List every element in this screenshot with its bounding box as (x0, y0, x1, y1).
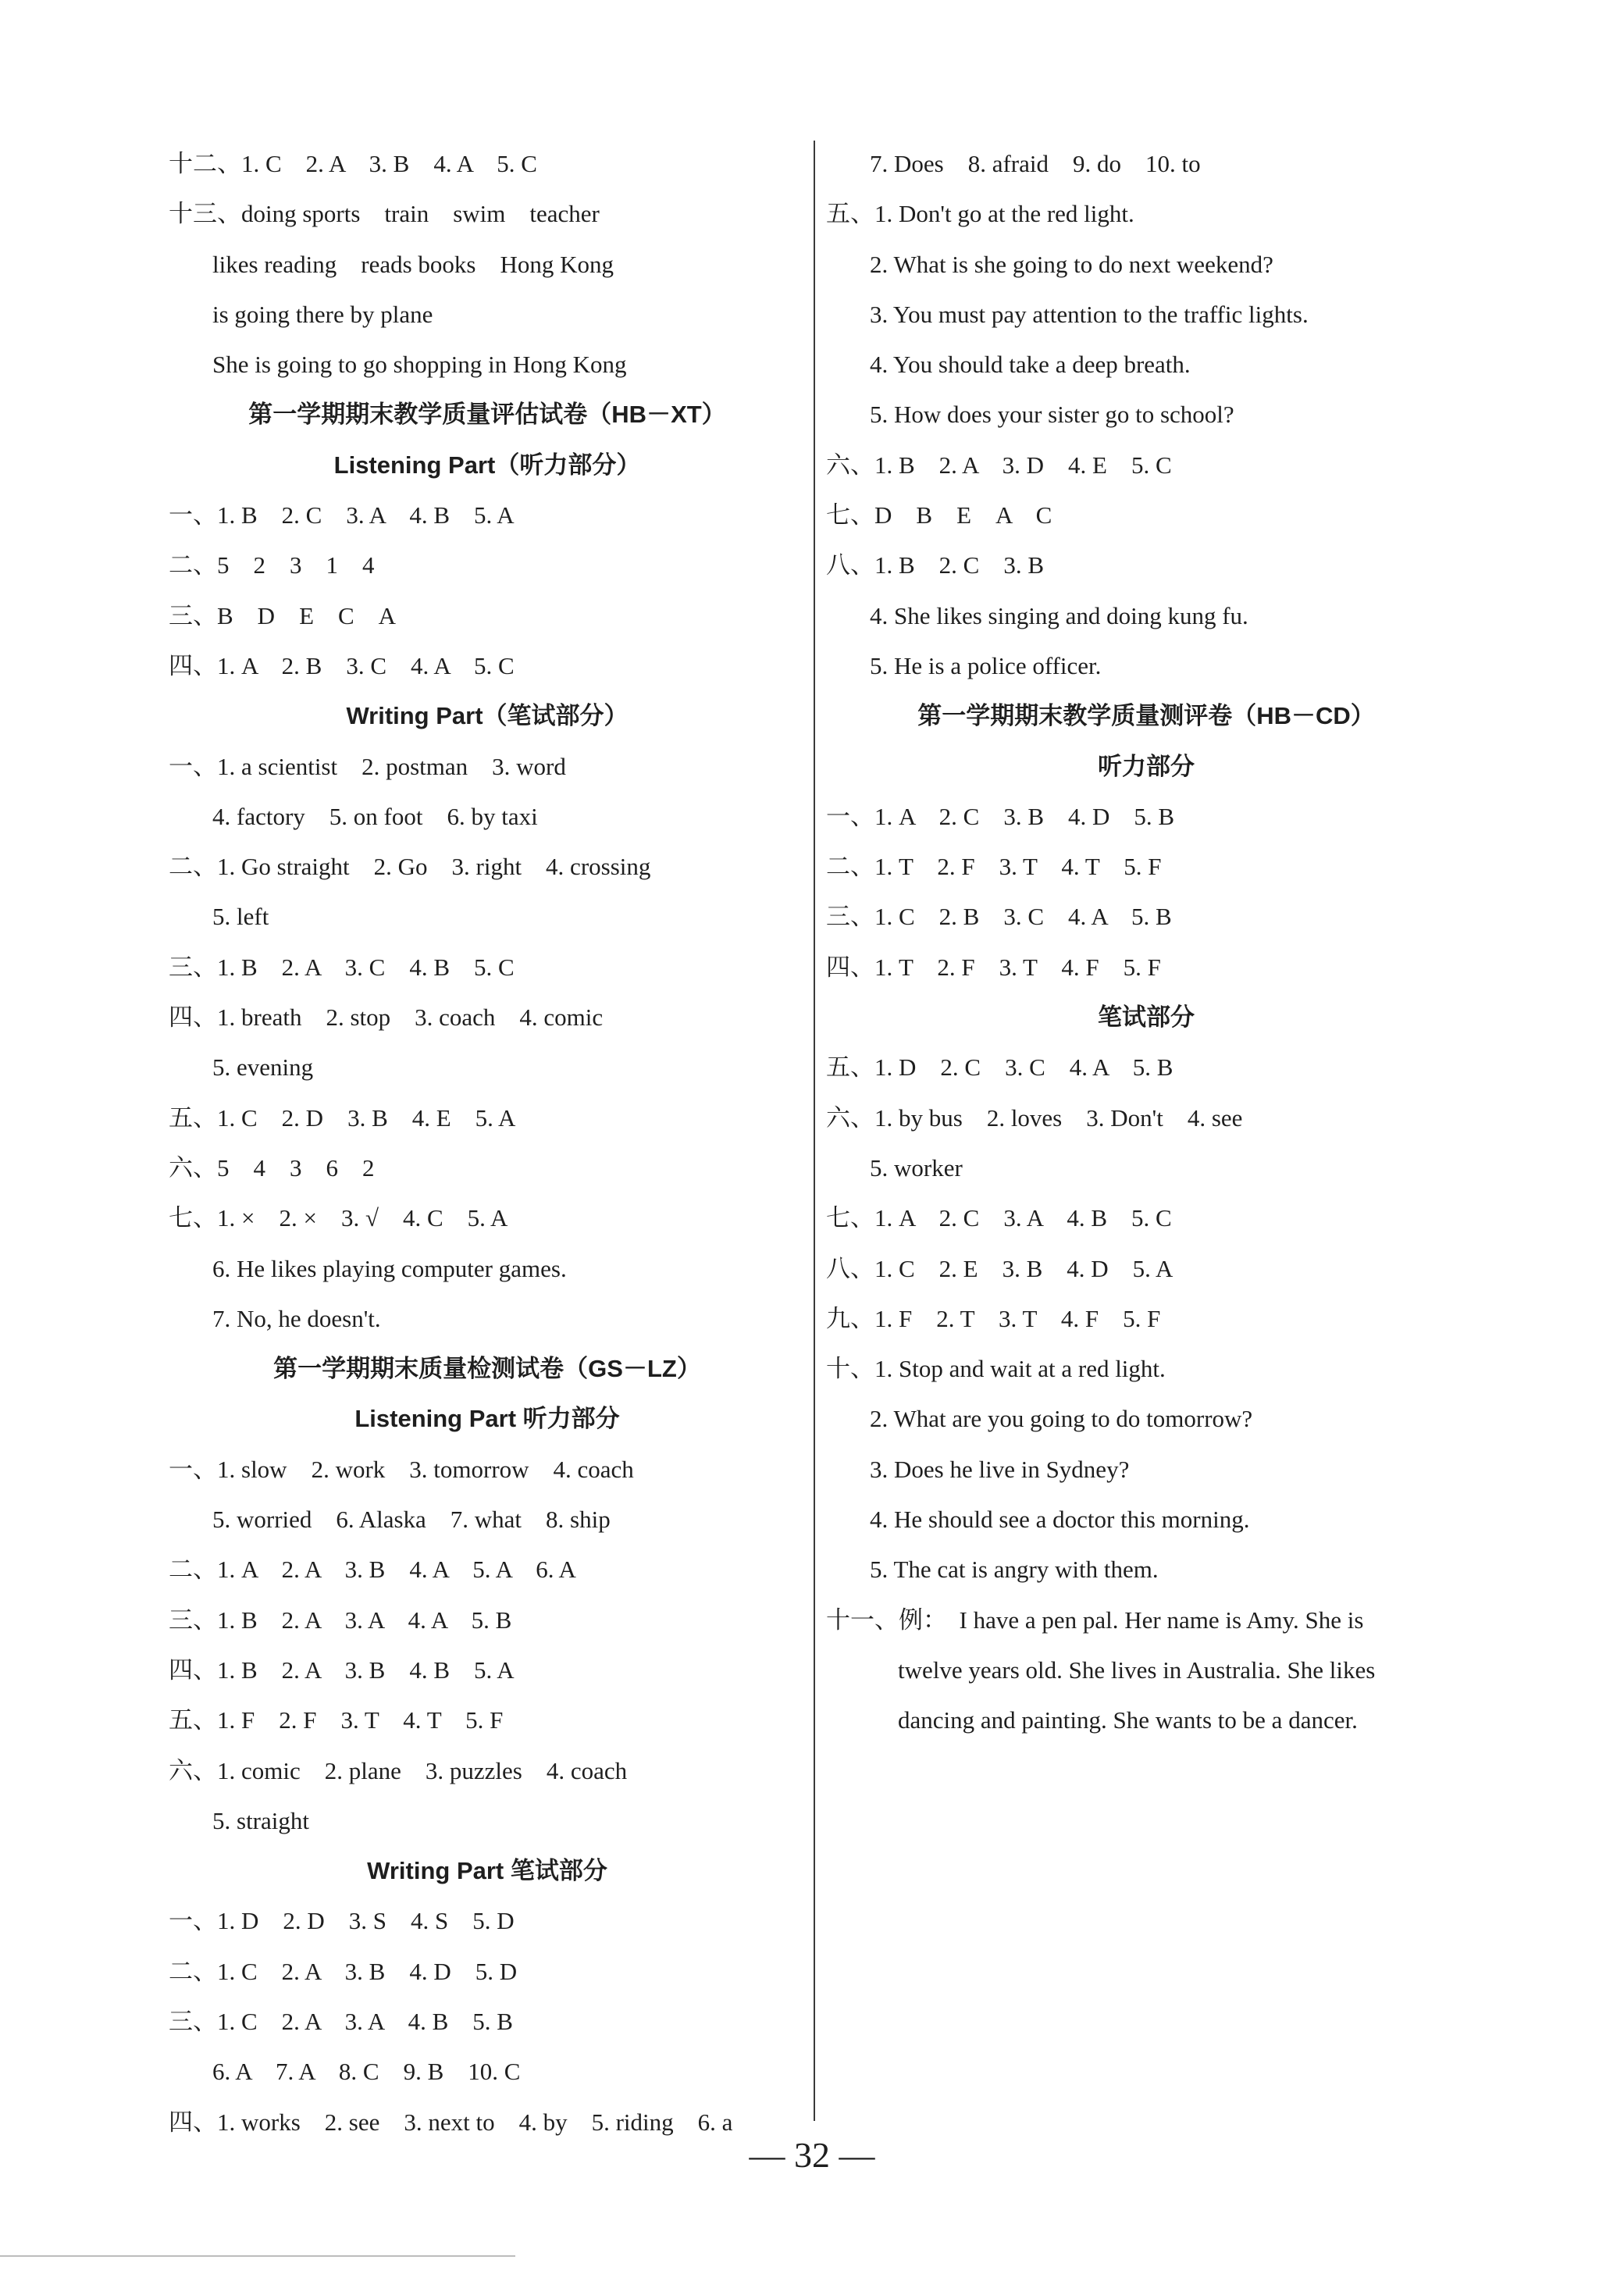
section-heading: 笔试部分 (1098, 1003, 1195, 1032)
answer-line: 四、1. A 2. B 3. C 4. A 5. C (169, 651, 515, 679)
answer-line: 三、1. C 2. B 3. C 4. A 5. B (826, 903, 1172, 931)
answer-line: 二、5 2 3 1 4 (169, 551, 375, 579)
answer-line: 七、D B E A C (826, 501, 1052, 529)
answer-line: 五、1. C 2. D 3. B 4. E 5. A (169, 1103, 516, 1132)
section-heading: Writing Part（笔试部分） (346, 702, 629, 730)
answer-line-continued: 6. A 7. A 8. C 9. B 10. C (212, 2058, 521, 2086)
answer-line: 七、1. × 2. × 3. √ 4. C 5. A (169, 1204, 508, 1232)
answer-line-continued: 4. He should see a doctor this morning. (870, 1506, 1250, 1534)
answer-line-continued: 3. You must pay attention to the traffic lights. (870, 300, 1309, 328)
answer-line: 六、1. comic 2. plane 3. puzzles 4. coach (169, 1756, 628, 1784)
answer-line: 四、1. T 2. F 3. T 4. F 5. F (826, 953, 1161, 981)
answer-line: 三、1. C 2. A 3. A 4. B 5. B (169, 2007, 513, 2035)
answer-line-continued: 5. left (212, 903, 269, 931)
answer-line: 五、1. D 2. C 3. C 4. A 5. B (826, 1053, 1173, 1082)
answer-line-continued: 4. You should take a deep breath. (870, 351, 1191, 379)
answer-line: 三、B D E C A (169, 601, 397, 629)
left-column (169, 139, 806, 2147)
section-heading: Listening Part 听力部分 (354, 1405, 620, 1433)
answer-line: 十一、例： I have a pen pal. Her name is Amy. She is (826, 1606, 1364, 1634)
answer-line: 二、1. A 2. A 3. B 4. A 5. A 6. A (169, 1556, 576, 1584)
answer-line: 二、1. T 2. F 3. T 4. T 5. F (826, 853, 1162, 881)
answer-line-continued: 3. Does he live in Sydney? (870, 1455, 1130, 1483)
answer-line: 五、1. Don't go at the red light. (826, 200, 1134, 228)
answer-line-continued: 7. Does 8. afraid 9. do 10. to (870, 150, 1201, 177)
section-heading: 第一学期期末质量检测试卷（GS－LZ） (273, 1355, 701, 1383)
answer-line: 六、5 4 3 6 2 (169, 1153, 375, 1182)
answer-line: 一、1. slow 2. work 3. tomorrow 4. coach (169, 1455, 634, 1483)
section-heading: Listening Part（听力部分） (333, 451, 641, 479)
section-heading: 第一学期期末教学质量测评卷（HB－CD） (917, 702, 1375, 730)
section-heading: Writing Part 笔试部分 (367, 1857, 607, 1885)
answer-line: 一、1. D 2. D 3. S 4. S 5. D (169, 1907, 515, 1935)
answer-line-continued: 6. He likes playing computer games. (212, 1254, 567, 1282)
answer-line: 九、1. F 2. T 3. T 4. F 5. F (826, 1304, 1161, 1332)
answer-line: 八、1. B 2. C 3. B (826, 551, 1045, 579)
section-heading: 听力部分 (1098, 752, 1195, 780)
answer-line: 一、1. B 2. C 3. A 4. B 5. A (169, 501, 515, 529)
answer-line: 一、1. a scientist 2. postman 3. word (169, 752, 566, 780)
answer-line: 七、1. A 2. C 3. A 4. B 5. C (826, 1204, 1172, 1232)
answer-line-continued: 4. She likes singing and doing kung fu. (870, 601, 1248, 629)
answer-line: 三、1. B 2. A 3. A 4. A 5. B (169, 1606, 512, 1634)
answer-line: 五、1. F 2. F 3. T 4. T 5. F (169, 1706, 504, 1734)
answer-line-continued: 2. What is she going to do next weekend? (870, 250, 1273, 278)
right-column (826, 139, 1466, 1746)
answer-line: 十二、1. C 2. A 3. B 4. A 5. C (169, 150, 537, 177)
answer-line-continued: 5. straight (212, 1806, 309, 1834)
page-number: — 32 — (749, 2135, 875, 2175)
answer-line: 三、1. B 2. A 3. C 4. B 5. C (169, 953, 515, 981)
bottom-rule (0, 2255, 515, 2257)
answer-line: 六、1. B 2. A 3. D 4. E 5. C (826, 451, 1172, 479)
answer-line-continued: 4. factory 5. on foot 6. by taxi (212, 802, 538, 830)
answer-line-continued: 5. He is a police officer. (870, 651, 1102, 679)
answer-line: 四、1. B 2. A 3. B 4. B 5. A (169, 1656, 515, 1684)
answer-line-continued: 5. worker (870, 1153, 963, 1182)
answer-line-continued: 5. The cat is angry with them. (870, 1556, 1159, 1584)
answer-line: 四、1. breath 2. stop 3. coach 4. comic (169, 1003, 604, 1032)
answer-line: 四、1. works 2. see 3. next to 4. by 5. riding 6. a (169, 2108, 733, 2136)
answer-line-continued: is going there by plane (212, 300, 433, 328)
answer-line-continued: 5. evening (212, 1053, 314, 1082)
section-heading: 第一学期期末教学质量评估试卷（HB－XT） (248, 401, 726, 429)
answer-line: 八、1. C 2. E 3. B 4. D 5. A (826, 1254, 1173, 1282)
column-divider (814, 141, 815, 2121)
answer-line: 十、1. Stop and wait at a red light. (826, 1355, 1166, 1383)
answer-line-continued: 7. No, he doesn't. (212, 1304, 381, 1332)
answer-line: 一、1. A 2. C 3. B 4. D 5. B (826, 802, 1175, 830)
answer-line: 二、1. Go straight 2. Go 3. right 4. crossing (169, 853, 651, 881)
answer-line: 二、1. C 2. A 3. B 4. D 5. D (169, 1957, 518, 1985)
answer-line-continued: 5. worried 6. Alaska 7. what 8. ship (212, 1506, 611, 1534)
answer-line-continued: likes reading reads books Hong Kong (212, 250, 614, 278)
answer-line-continued: She is going to go shopping in Hong Kong (212, 351, 627, 379)
answer-line-continued: dancing and painting. She wants to be a dancer. (898, 1706, 1358, 1734)
answer-line-continued: twelve years old. She lives in Australia. She likes (898, 1656, 1376, 1684)
answer-line: 十三、doing sports train swim teacher (169, 200, 600, 228)
answer-line-continued: 5. How does your sister go to school? (870, 401, 1234, 429)
answer-line-continued: 2. What are you going to do tomorrow? (870, 1405, 1253, 1433)
answer-line: 六、1. by bus 2. loves 3. Don't 4. see (826, 1103, 1243, 1132)
